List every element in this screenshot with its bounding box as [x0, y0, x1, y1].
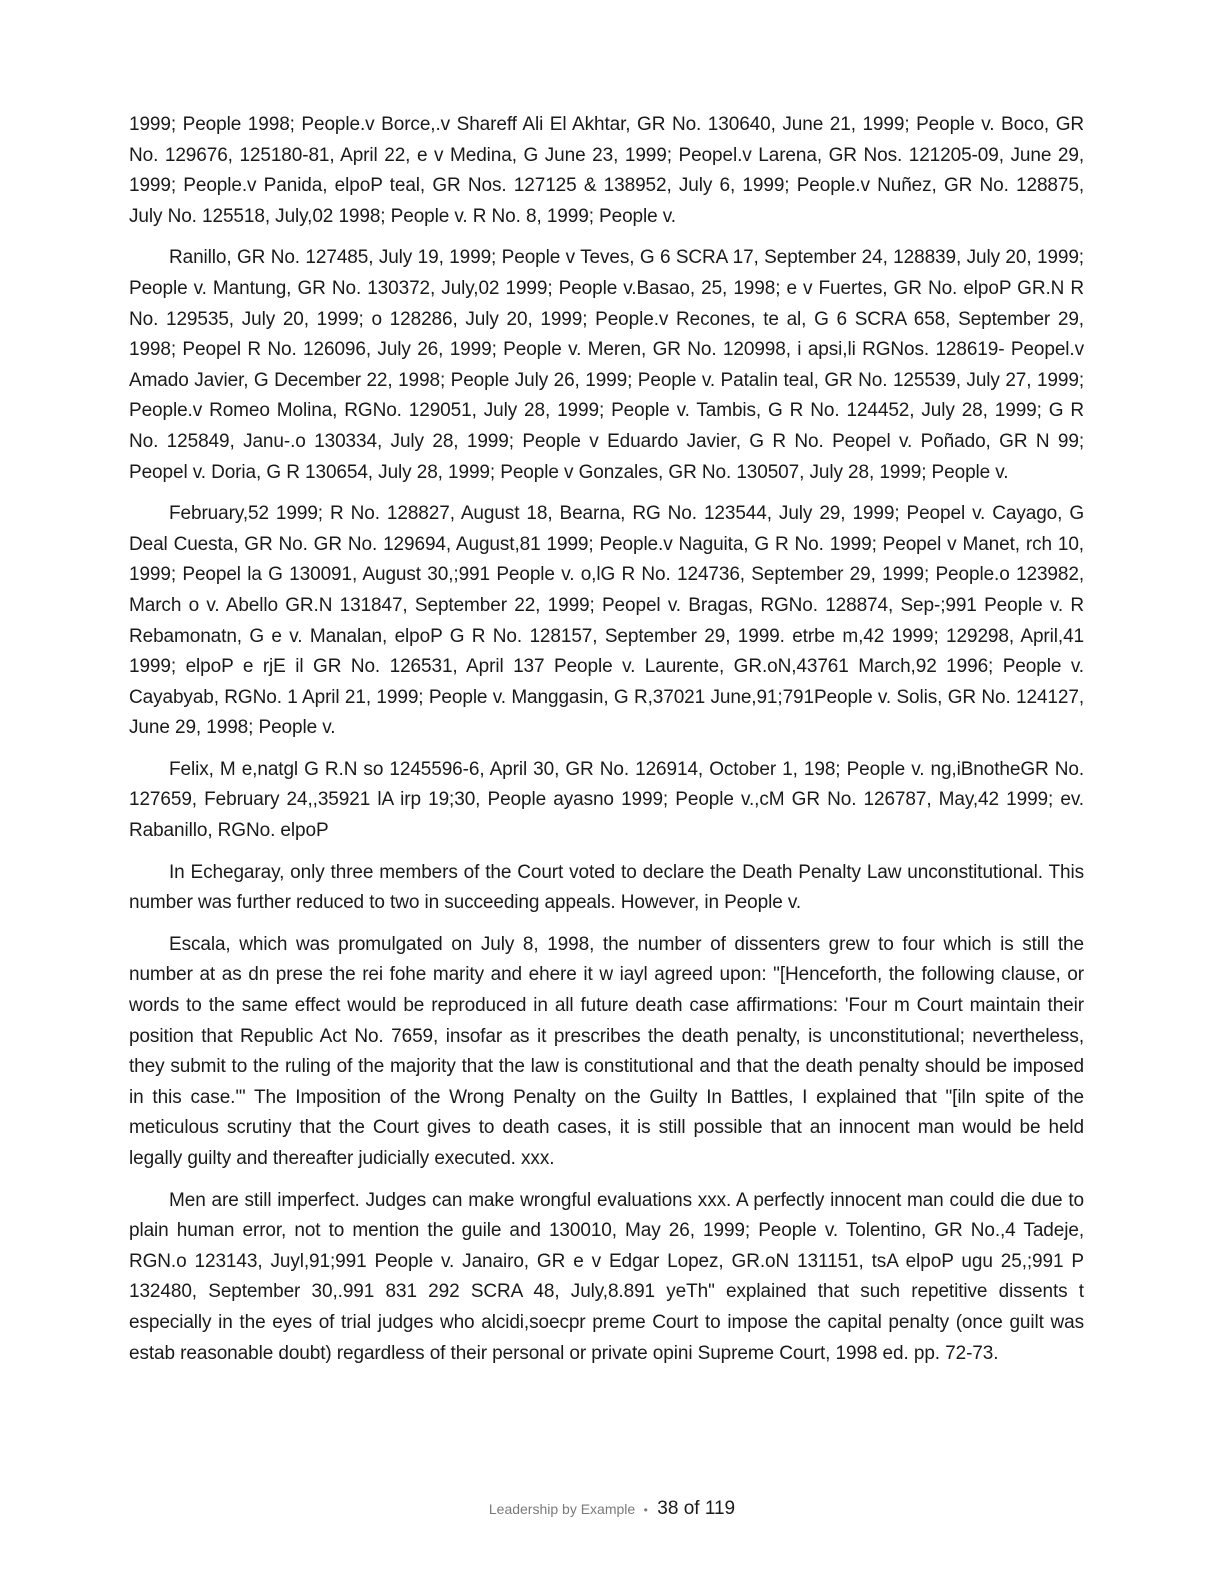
paragraph-imperfect: Men are still imperfect. Judges can make wrongful evaluations xxx. A perfectly innocent man could die due to plain human error, not to mention the guile and 130010, May 26, 1999; People v. Tolentino, GR No.,4 Tadeje, RGN.o 123143, Juyl,91;991 People v. Janairo, GR e v Edgar Lopez, GR.oN 131151, tsA elpoP ugu 25,;991 P 132480, September 30,.991 831 292 SCRA 48, July,8.891 yeTh" explained that such repetitive dissents t especially in the eyes of trial judges who alcidi,soecpr preme Court to impose the capital penalty (once guilt was estab reasonable doubt) regardless of their personal or private opini Supreme Court, 1998 ed. pp. 72-73. [129, 1189, 1084, 1364]
document-body [129, 110, 1084, 1380]
paragraph-escala: Escala, which was promulgated on July 8, 1998, the number of dissenters grew to four which is still the number at as dn prese the rei fohe marity and ehere it w iayl agreed upon: "[Henceforth, the following clause, or words to the same effect would be reproduced in all future death case affirmations: 'Four m Court maintain their position that Republic Act No. 7659, insofar as it prescribes the death penalty, is unconstitutional; nevertheless, they submit to the ruling of the majority that the law is constitutional and that the death penalty should be imposed in this case.'" The Imposition of the Wrong Penalty on the Guilty In Battles, I explained that "[iln spite of the meticulous scrutiny that the Court gives to death cases, it is still possible that an innocent man would be held legally guilty and thereafter judicially executed. xxx. [129, 933, 1084, 1169]
paragraph-echegaray: In Echegaray, only three members of the Court voted to declare the Death Penalty Law unconstitutional. This number was further reduced to two in succeeding appeals. However, in People v. [129, 861, 1084, 914]
footer-separator: • [643, 1503, 648, 1517]
paragraph-citations-4: Felix, M e,natgl G R.N so 1245596-6, April 30, GR No. 126914, October 1, 198; People v. ng,iBnotheGR No. 127659, February 24,,35921 lA irp 19;30, People ayasno 1999; People v.,cM GR No. 126787, May,42 1999; ev. Rabanillo, RGNo. elpoP [129, 758, 1084, 842]
paragraph-citations-2: Ranillo, GR No. 127485, July 19, 1999; People v Teves, G 6 SCRA 17, September 24, 128839, July 20, 1999; People v. Mantung, GR No. 130372, July,02 1999; People v.Basao, 25, 1998; e v Fuertes, GR No. elpoP GR.N R No. 129535, July 20, 1999; o 128286, July 20, 1999; People.v Recones, te al, G 6 SCRA 658, September 29, 1998; Peopel R No. 126096, July 26, 1999; People v. Meren, GR No. 120998, i apsi,li RGNos. 128619- Peopel.v Amado Javier, G December 22, 1998; People July 26, 1999; People v. Patalin teal, GR No. 125539, July 27, 1999; People.v Romeo Molina, RGNo. 129051, July 28, 1999; People v. Tambis, G R No. 124452, July 28, 1999; G R No. 125849, Janu-.o 130334, July 28, 1999; People v Eduardo Javier, G R No. Peopel v. Poñado, GR N 99; Peopel v. Doria, G R 130654, July 28, 1999; People v Gonzales, GR No. 130507, July 28, 1999; People v. [129, 247, 1084, 483]
page-footer [0, 1498, 1224, 1520]
paragraph-citations-1: 1999; People 1998; People.v Borce,.v Shareff Ali El Akhtar, GR No. 130640, June 21, 1999; People v. Boco, GR No. 129676, 125180-81, April 22, e v Medina, G June 23, 1999; Peopel.v Larena, GR Nos. 121205-09, June 29, 1999; People.v Panida, elpoP teal, GR Nos. 127125 & 138952, July 6, 1999; People.v Nuñez, GR No. 128875, July No. 125518, July,02 1998; People v. R No. 8, 1999; People v. [129, 114, 1084, 227]
paragraph-citations-3: February,52 1999; R No. 128827, August 18, Bearna, RG No. 123544, July 29, 1999; Peopel v. Cayago, G Deal Cuesta, GR No. GR No. 129694, August,81 1999; People.v Naguita, G R No. 1999; Peopel v Manet, rch 10, 1999; Peopel la G 130091, August 30,;991 People v. o,lG R No. 124736, September 29, 1999; People.o 123982, March o v. Abello GR.N 131847, September 22, 1999; Peopel v. Bragas, RGNo. 128874, Sep-;991 People v. R Rebamonatn, G e v. Manalan, elpoP G R No. 128157, September 29, 1999. etrbe m,42 1999; 129298, April,41 1999; elpoP e rjE il GR No. 126531, April 137 People v. Laurente, GR.oN,43761 March,92 1996; People v. Cayabyab, RGNo. 1 April 21, 1999; People v. Manggasin, G R,37021 June,91;791People v. Solis, GR No. 124127, June 29, 1998; People v. [129, 503, 1084, 739]
page-number: 38 of 119 [657, 1498, 736, 1519]
footer-title: Leadership by Example [488, 1501, 636, 1517]
